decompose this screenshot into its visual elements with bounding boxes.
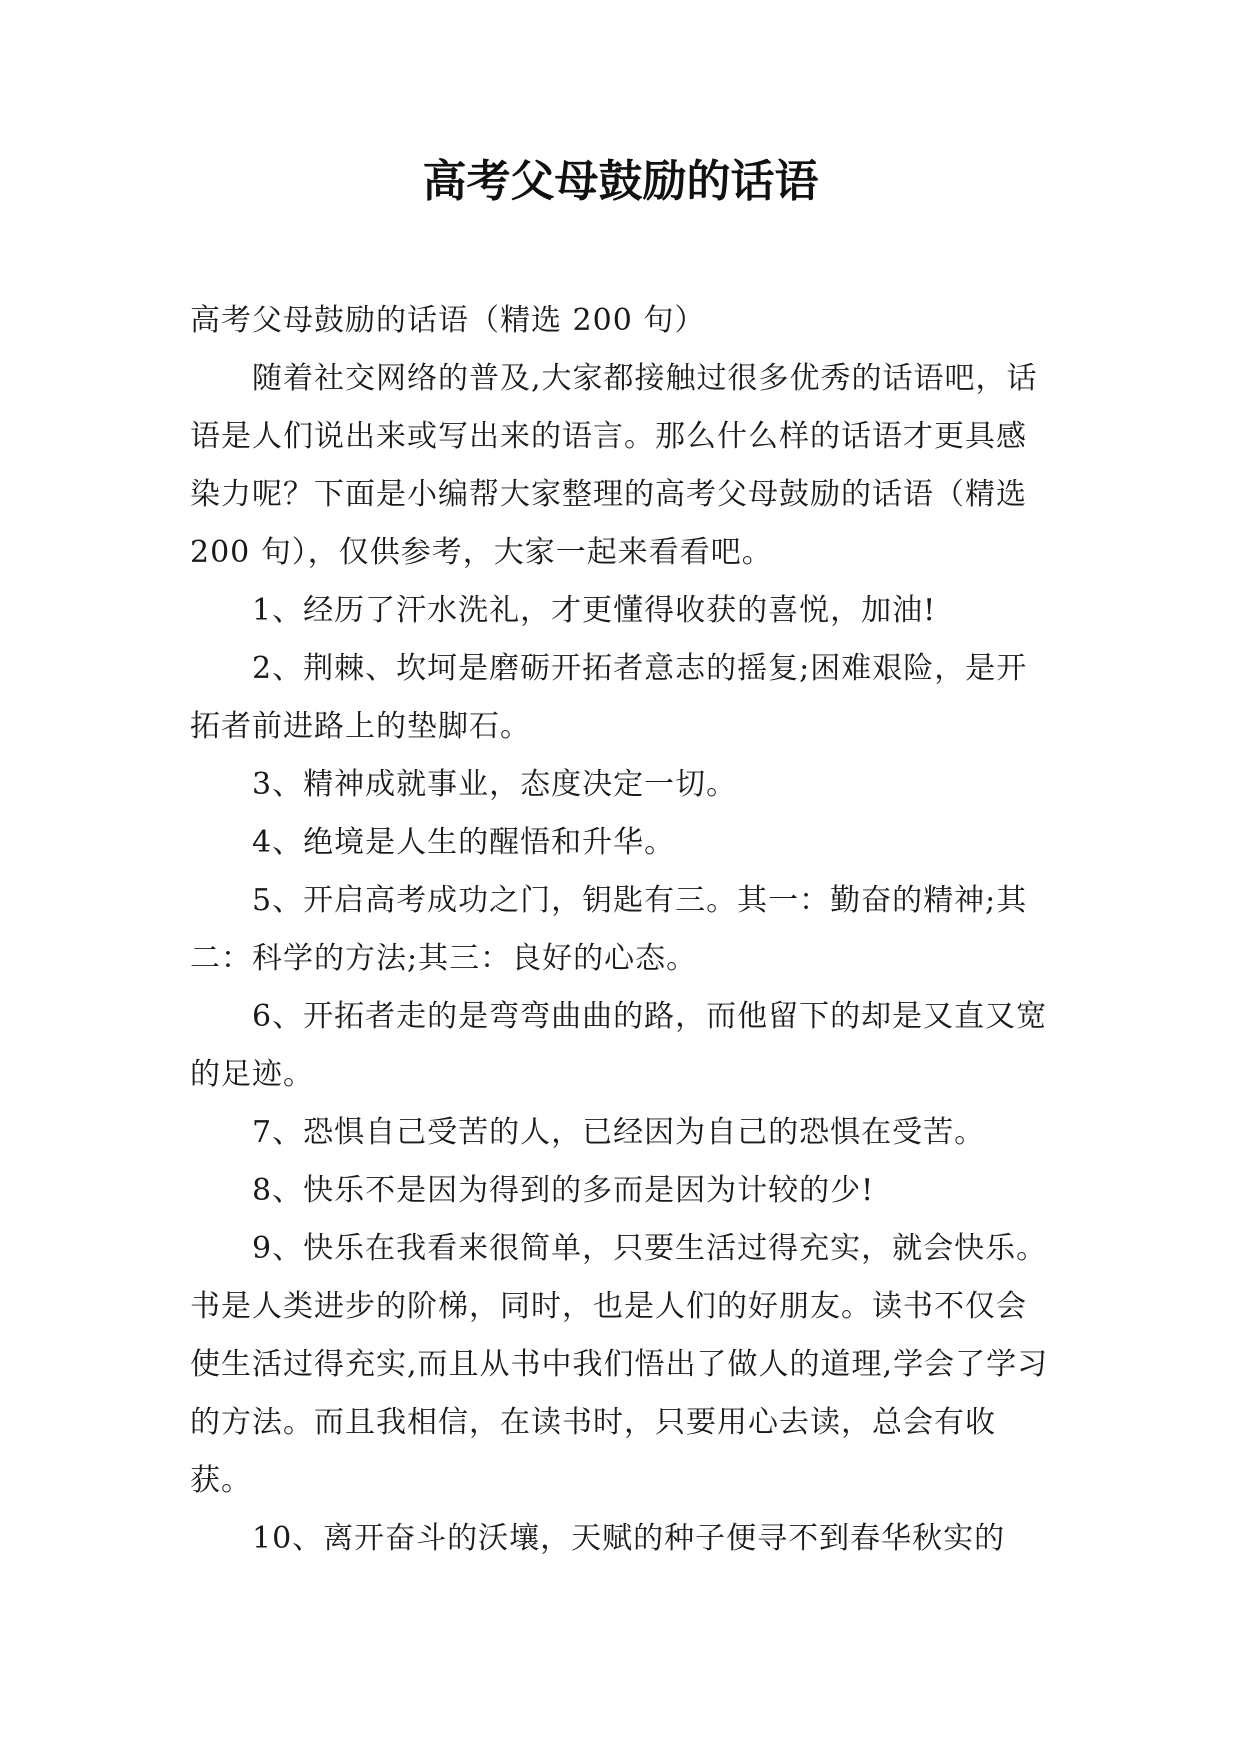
paragraph-item-10: 10、离开奋斗的沃壤，天赋的种子便寻不到春华秋实的 <box>252 1521 1006 1556</box>
paragraph-item-6: 6、开拓者走的是弯弯曲曲的路，而他留下的却是又直又宽的足迹。 <box>190 999 1048 1092</box>
paragraph-item-9: 9、快乐在我看来很简单，只要生活过得充实，就会快乐。书是人类进步的阶梯，同时，也是人们的好朋友。读书不仅会使生活过得充实,而且从书中我们悟出了做人的道理,学会了学习的方法。而且我相信，在读书时，只要用心去读，总会有收获。 <box>190 1231 1049 1498</box>
paragraph-item-4: 4、绝境是人生的醒悟和升华。 <box>252 825 676 860</box>
paragraph-item-1: 1、经历了汗水洗礼，才更懂得收获的喜悦，加油! <box>252 593 937 628</box>
paragraph-item-3: 3、精神成就事业，态度决定一切。 <box>252 767 738 802</box>
paragraph-intro: 随着社交网络的普及,大家都接触过很多优秀的话语吧，话语是人们说出来或写出来的语言。那么什么样的话语才更具感染力呢？下面是小编帮大家整理的高考父母鼓励的话语（精选 200 句），仅供参考，大家一起来看看吧。 <box>190 361 1038 570</box>
document-title: 高考父母鼓励的话语 <box>422 156 819 207</box>
paragraph-item-8: 8、快乐不是因为得到的多而是因为计较的少! <box>252 1173 875 1208</box>
paragraph-item-7: 7、恐惧自己受苦的人，已经因为自己的恐惧在受苦。 <box>252 1115 986 1150</box>
paragraph-item-2: 2、荆棘、坎坷是磨砺开拓者意志的摇复;困难艰险，是开拓者前进路上的垫脚石。 <box>190 651 1028 744</box>
document-body <box>190 292 1050 1568</box>
paragraph-item-5: 5、开启高考成功之门，钥匙有三。其一：勤奋的精神;其二：科学的方法;其三：良好的心态。 <box>190 883 1028 976</box>
paragraph-subtitle: 高考父母鼓励的话语（精选 200 句） <box>190 303 706 338</box>
